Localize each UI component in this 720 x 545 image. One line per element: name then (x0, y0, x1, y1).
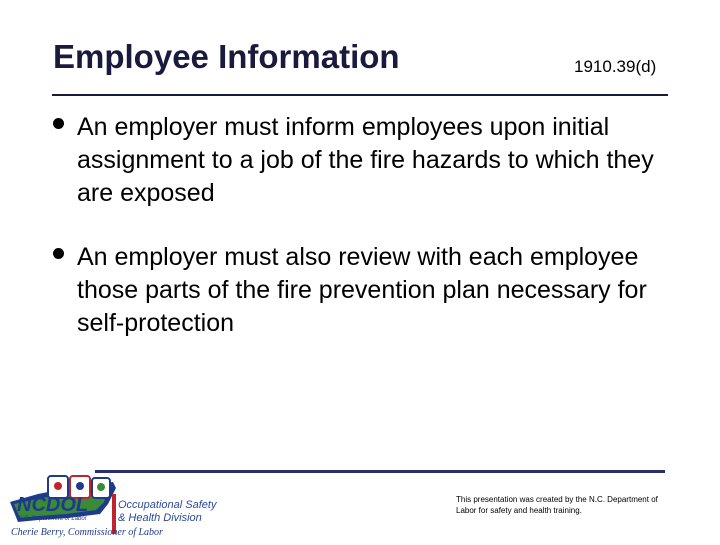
ncdol-wordmark: NCDOL (17, 494, 89, 516)
slide-title: Employee Information (53, 38, 400, 75)
footer-note: This presentation was created by the N.C. Department of Labor for safety and health training. (456, 495, 658, 515)
footer-divider (95, 470, 665, 473)
ncdol-logo (8, 474, 248, 540)
bullet-item (50, 111, 680, 210)
bullet-dot (53, 248, 64, 259)
title-divider (52, 94, 668, 96)
bullet-text: An employer must inform employees upon initial assignment to a job of the fire hazards to which they are exposed (77, 113, 654, 207)
bullet-item (50, 241, 680, 340)
osh-line1: Occupational Safety (118, 499, 217, 511)
bullet-text: An employer must also review with each employee those parts of the fire prevention plan necessary for self-protection (77, 243, 647, 337)
commissioner-signature: Cherie Berry, Commissioner of Labor (11, 527, 163, 538)
bullet-dot (53, 118, 64, 129)
ncdol-dept: N.C. Department of Labor (18, 516, 87, 522)
osh-line2: & Health Division (118, 512, 202, 524)
cfr-citation: 1910.39(d) (574, 57, 657, 76)
